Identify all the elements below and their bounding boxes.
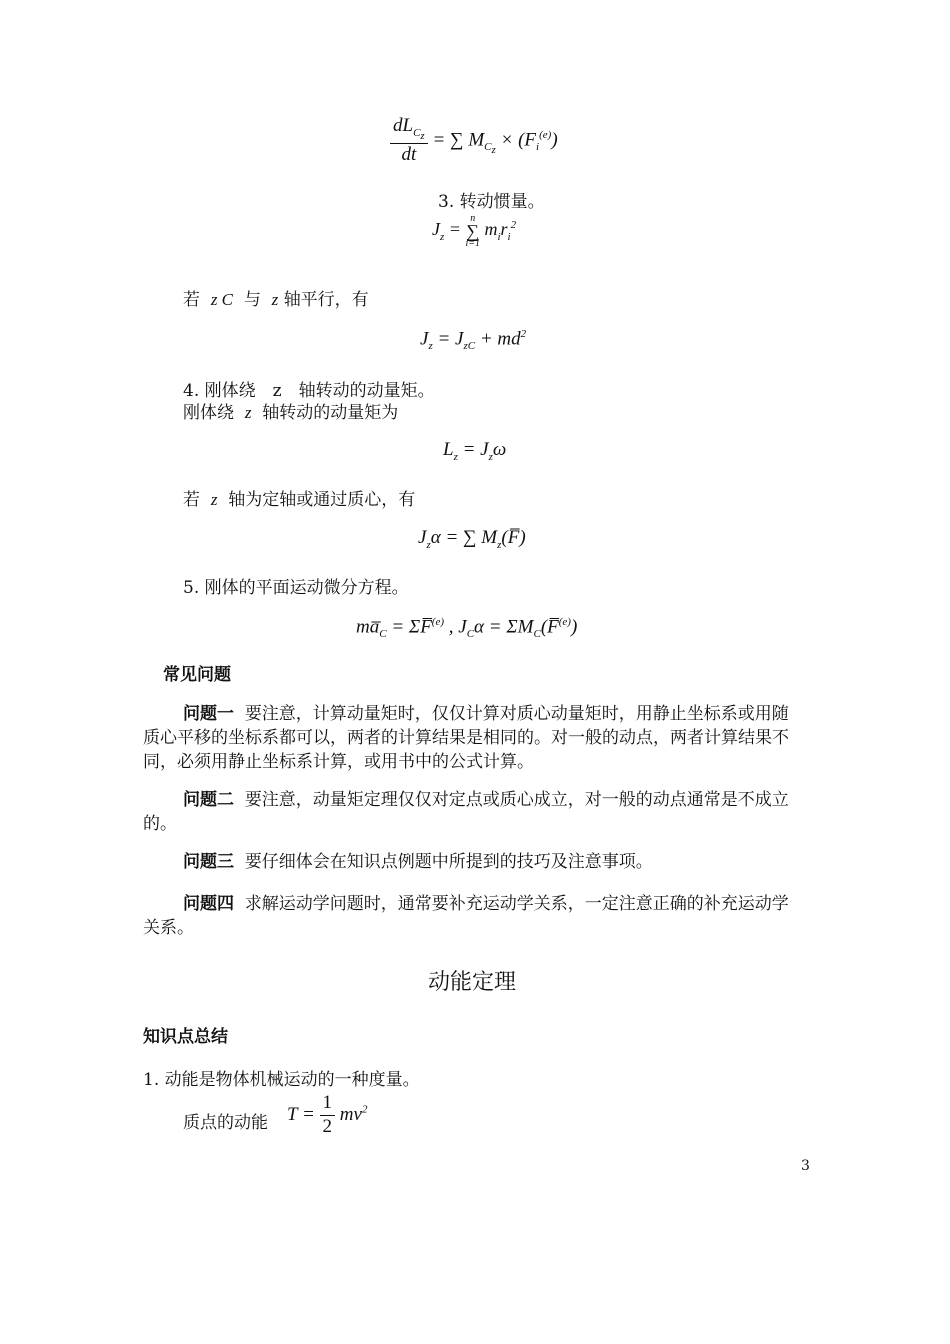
faq-question-4: 问题四 求解运动学问题时，通常要补充运动学关系，一定注意正确的补充运动学关系。 <box>143 894 789 938</box>
parallel-axis-condition: 若 z C 与 z 轴平行，有 <box>183 290 369 310</box>
formula-angular-momentum: $L_z = J_z\omega$ <box>443 439 507 463</box>
faq-heading: 常见问题 <box>163 665 231 685</box>
page-number: 3 <box>801 1158 810 1174</box>
faq-question-2: 问题二 要注意，动量矩定理仅仅对定点或质心成立，对一般的动点通常是不成立的。 <box>143 790 789 834</box>
section-3-title: 3. 转动惯量。 <box>438 192 545 212</box>
section-4-title: 4. 刚体绕 z 轴转动的动量矩。 <box>183 381 435 401</box>
faq-question-3: 问题三 要仔细体会在知识点例题中所提到的技巧及注意事项。 <box>183 852 653 872</box>
formula-moment-about-centroid: $\frac{dL_{C_z}}{dt}$ = ∑ $M_{C_z} \times (F_i^{(e)})$ <box>390 116 558 166</box>
chapter-title: 动能定理 <box>428 970 517 995</box>
section-5-title: 5. 刚体的平面运动微分方程。 <box>183 578 409 598</box>
faq-question-1: 问题一 要注意，计算动量矩时，仅仅计算对质心动量矩时，用静止坐标系或用随质心平移的坐标系都可以，两者的计算结果是相同的。对一般的动点，两者计算结果不同，必须用静止坐标系计算，或用书中的公式计算。 <box>143 704 789 772</box>
formula-kinetic-energy: T = $\frac{1}{2}$ $mv^2$ <box>287 1092 368 1137</box>
formula-rotation-equation: $J_z\alpha$ = ∑ $M_z(F̅)$ <box>418 527 526 551</box>
formula-parallel-axis: $J_z = J_{zC} + md^2$ <box>420 328 527 353</box>
section-4-line: 刚体绕 z 轴转动的动量矩为 <box>183 403 399 423</box>
formula-moment-of-inertia: $J_z$ = n ∑ i=1 $m_ir_i^2$ <box>432 213 517 250</box>
section-4-condition: 若 z 轴为定轴或通过质心，有 <box>183 490 416 510</box>
formula-plane-motion: $ma̅_C$ = ΣF̅$^{(e)}$ , $J_C\alpha$ = $\Sigma M_C(F̅^{(e)})$ <box>356 616 578 641</box>
summary-heading: 知识点总结 <box>143 1027 228 1047</box>
summary-item-1: 1. 动能是物体机械运动的一种度量。 <box>143 1070 420 1090</box>
particle-kinetic-energy-label: 质点的动能 <box>183 1113 268 1133</box>
